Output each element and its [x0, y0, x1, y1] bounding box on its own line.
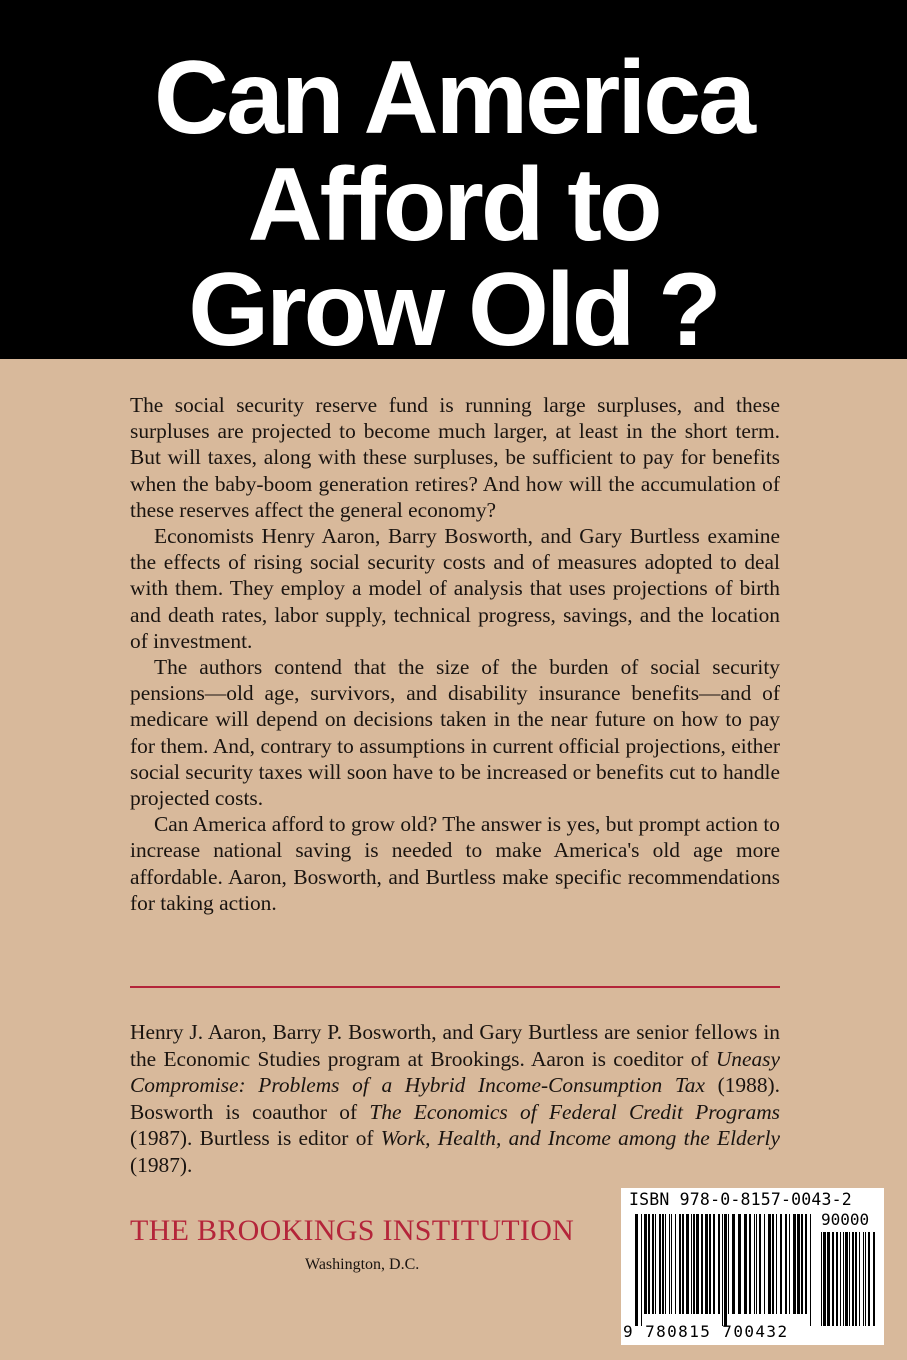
title-band	[0, 0, 907, 368]
barcode-addon-bars	[819, 1232, 877, 1338]
bio-text-2: (1988). Bosworth is coauthor of	[130, 1073, 780, 1124]
description-paragraph-2: Economists Henry Aaron, Barry Bosworth, and Gary Burtless examine the effects of rising social security costs and of measures adopted to deal with them. They employ a model of analysis that uses projections of birth and death rates, labor supply, technical progress, savings, and the location of investment.	[130, 524, 780, 653]
ean-digits: 9 780815 700432	[623, 1322, 789, 1341]
title-line-1: Can America	[154, 40, 753, 156]
bio-text-3: (1987). Burtless is editor of	[130, 1126, 381, 1151]
barcode-bars	[633, 1214, 815, 1326]
bio-text-4: (1987).	[130, 1152, 193, 1177]
book-description	[130, 392, 780, 916]
book-title-3: Work, Health, and Income among the Elderly	[380, 1126, 780, 1151]
isbn-barcode	[621, 1188, 884, 1345]
book-title-2: The Economics of Federal Credit Programs	[369, 1099, 780, 1124]
description-paragraph-1: The social security reserve fund is running large surpluses, and these surpluses are projected to become much larger, at least in the short term. But will taxes, along with these surpluses, be sufficient to pay for benefits when the baby-boom generation retires? And how will the accumulation of these reserves affect the general economy?	[130, 393, 780, 522]
book-title-1: Uneasy Compromise: Problems of a Hybrid Income-Consumption Tax	[130, 1046, 780, 1098]
title-line-3: Grow Old ?	[188, 252, 719, 368]
publisher-name: THE BROOKINGS INSTITUTION	[130, 1214, 575, 1247]
publisher-location: Washington, D.C.	[305, 1256, 420, 1273]
description-paragraph-3: The authors contend that the size of the burden of social security pensions—old age, survivors, and disability insurance benefits—and of medicare will depend on decisions taken in the near future on how to pay for them. And, contrary to assumptions in current official projections, either social security taxes will soon have to be increased or benefits cut to handle projected costs.	[130, 655, 780, 811]
isbn-label: ISBN 978-0-8157-0043-2	[629, 1190, 852, 1209]
title-line-2: Afford to	[247, 147, 660, 263]
authors-bio	[130, 1019, 780, 1179]
bio-text-1: Henry J. Aaron, Barry P. Bosworth, and Gary Burtless are senior fellows in the Economic Studies program at Brookings. Aaron is coeditor of	[130, 1020, 780, 1071]
divider-rule	[130, 986, 780, 988]
authors-bio-text	[130, 1019, 780, 1179]
price-code: 90000	[821, 1210, 870, 1229]
description-paragraph-4: Can America afford to grow old? The answer is yes, but prompt action to increase national saving is needed to make America's old age more affordable. Aaron, Bosworth, and Burtless make specific recommendations for taking action.	[130, 812, 780, 915]
